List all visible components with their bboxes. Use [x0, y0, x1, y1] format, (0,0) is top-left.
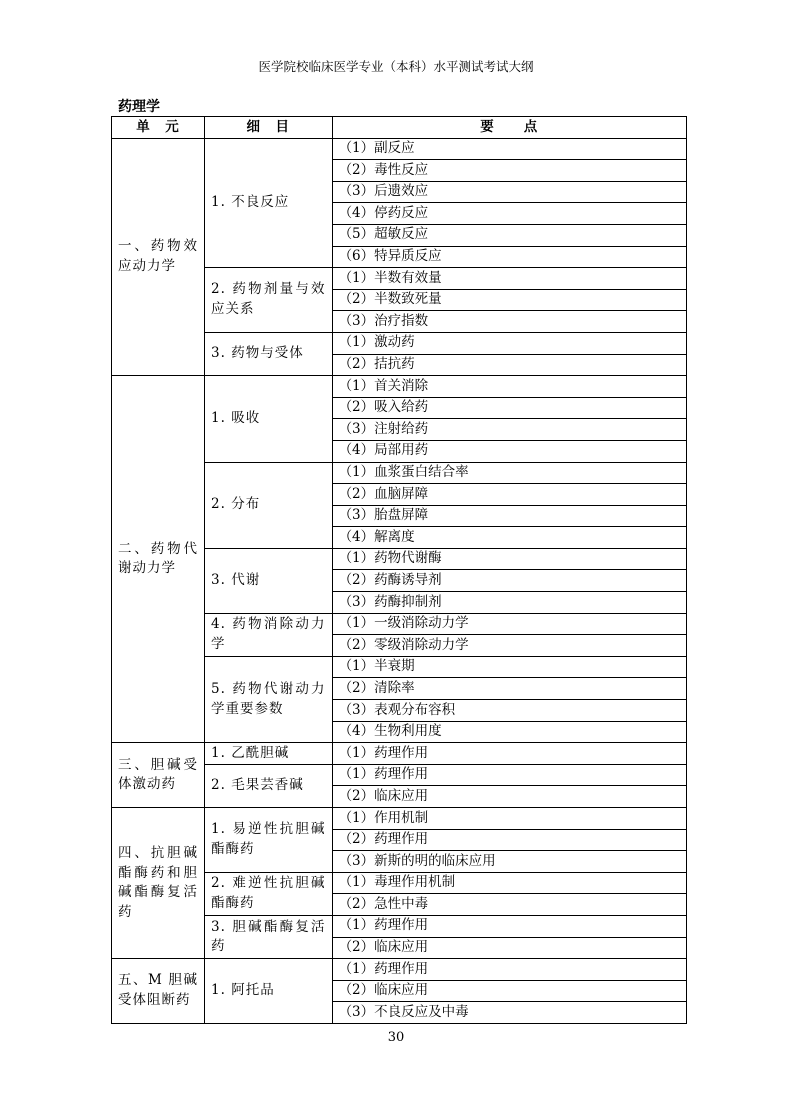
- point-cell: （2）清除率: [332, 678, 686, 700]
- point-cell: （6）特异质反应: [332, 246, 686, 268]
- item-cell: 3. 胆碱酯酶复活药: [205, 915, 333, 958]
- item-cell: 3. 药物与受体: [205, 332, 333, 375]
- table-row: [112, 743, 687, 765]
- point-cell: （3）胎盘屏障: [332, 505, 686, 527]
- table-row: [112, 376, 687, 398]
- point-cell: （4）解离度: [332, 527, 686, 549]
- point-cell: （2）急性中毒: [332, 894, 686, 916]
- table-row: [112, 138, 687, 160]
- item-cell: 4. 药物消除动力学: [205, 613, 333, 656]
- point-cell: （3）注射给药: [332, 419, 686, 441]
- item-cell: 2. 药物剂量与效应关系: [205, 268, 333, 333]
- item-cell: 2. 难逆性抗胆碱酯酶药: [205, 872, 333, 915]
- point-cell: （3）新斯的明的临床应用: [332, 851, 686, 873]
- point-cell: （2）临床应用: [332, 937, 686, 959]
- point-cell: （2）半数致死量: [332, 289, 686, 311]
- page-number: 30: [387, 1030, 405, 1045]
- point-cell: （2）临床应用: [332, 786, 686, 808]
- item-cell: 3. 代谢: [205, 548, 333, 613]
- column-header-unit: 单 元: [112, 117, 205, 139]
- point-cell: （2）药理作用: [332, 829, 686, 851]
- item-cell: 1. 阿托品: [205, 959, 333, 1024]
- table-body: [112, 138, 687, 1023]
- point-cell: （1）毒理作用机制: [332, 872, 686, 894]
- point-cell: （3）药酶抑制剂: [332, 592, 686, 614]
- item-cell: 2. 毛果芸香碱: [205, 764, 333, 807]
- point-cell: （2）血脑屏障: [332, 484, 686, 506]
- point-cell: （1）半衰期: [332, 656, 686, 678]
- point-cell: （1）药理作用: [332, 915, 686, 937]
- syllabus-table: [111, 116, 687, 1024]
- item-cell: 1. 吸收: [205, 376, 333, 462]
- point-cell: （1）作用机制: [332, 808, 686, 830]
- point-cell: （1）副反应: [332, 138, 686, 160]
- point-cell: （1）药理作用: [332, 764, 686, 786]
- point-cell: （2）零级消除动力学: [332, 635, 686, 657]
- point-cell: （2）拮抗药: [332, 354, 686, 376]
- item-cell: 1. 乙酰胆碱: [205, 743, 333, 765]
- point-cell: （2）药酶诱导剂: [332, 570, 686, 592]
- table-row: [112, 808, 687, 830]
- point-cell: （4）局部用药: [332, 440, 686, 462]
- point-cell: （1）药理作用: [332, 959, 686, 981]
- point-cell: （3）治疗指数: [332, 311, 686, 333]
- table-header-row: [112, 117, 687, 139]
- point-cell: （4）生物利用度: [332, 721, 686, 743]
- column-header-points: 要 点: [332, 117, 686, 139]
- item-cell: 2. 分布: [205, 462, 333, 548]
- unit-cell: 一、药物效应动力学: [112, 138, 205, 376]
- point-cell: （2）临床应用: [332, 980, 686, 1002]
- column-header-item: 细 目: [205, 117, 333, 139]
- point-cell: （1）血浆蛋白结合率: [332, 462, 686, 484]
- point-cell: （1）激动药: [332, 332, 686, 354]
- point-cell: （5）超敏反应: [332, 224, 686, 246]
- point-cell: （2）吸入给药: [332, 397, 686, 419]
- point-cell: （2）毒性反应: [332, 160, 686, 182]
- point-cell: （1）药物代谢酶: [332, 548, 686, 570]
- item-cell: 1. 易逆性抗胆碱酯酶药: [205, 808, 333, 873]
- point-cell: （3）不良反应及中毒: [332, 1002, 686, 1024]
- unit-cell: 四、抗胆碱酯酶药和胆碱酯酶复活药: [112, 808, 205, 959]
- point-cell: （1）一级消除动力学: [332, 613, 686, 635]
- unit-cell: 五、M 胆碱受体阻断药: [112, 959, 205, 1024]
- item-cell: 5. 药物代谢动力学重要参数: [205, 656, 333, 742]
- point-cell: （3）表观分布容积: [332, 700, 686, 722]
- point-cell: （1）半数有效量: [332, 268, 686, 290]
- point-cell: （4）停药反应: [332, 203, 686, 225]
- table-row: [112, 959, 687, 981]
- page-header: 医学院校临床医学专业（本科）水平测试考试大纲: [258, 59, 534, 74]
- point-cell: （3）后遗效应: [332, 181, 686, 203]
- item-cell: 1. 不良反应: [205, 138, 333, 268]
- point-cell: （1）首关消除: [332, 376, 686, 398]
- unit-cell: 三、胆碱受体激动药: [112, 743, 205, 808]
- section-title: 药理学: [118, 99, 160, 115]
- unit-cell: 二、药物代谢动力学: [112, 376, 205, 743]
- point-cell: （1）药理作用: [332, 743, 686, 765]
